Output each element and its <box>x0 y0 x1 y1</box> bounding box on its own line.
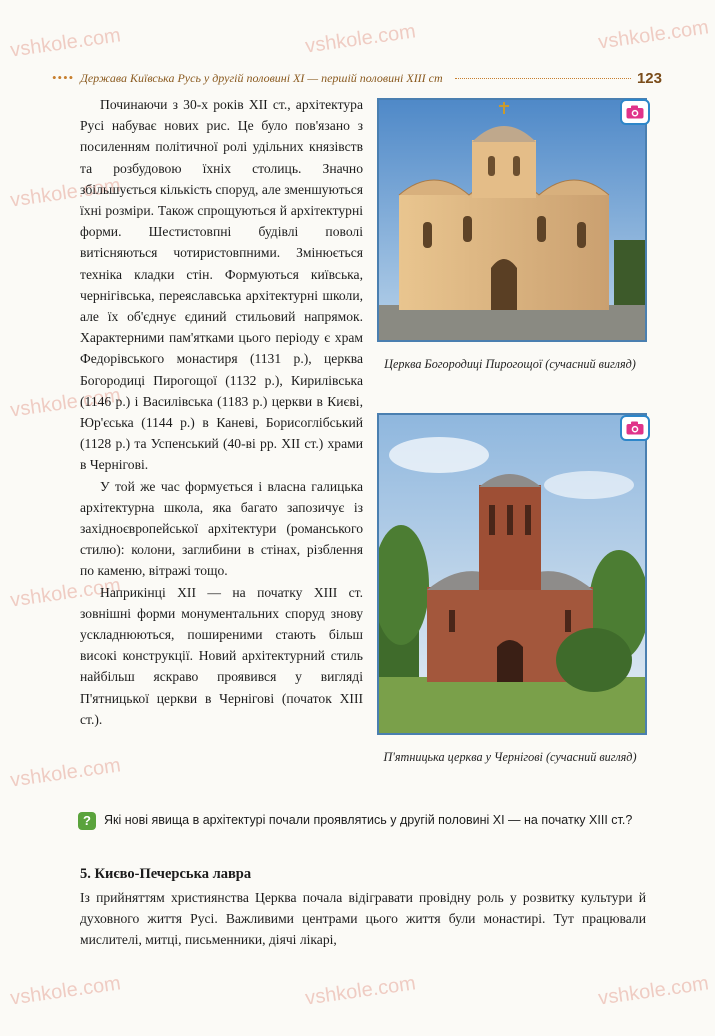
figure-caption: П'ятницька церква у Чернігові (сучасний вигляд) <box>383 750 637 764</box>
question-icon: ? <box>78 812 96 830</box>
section-text <box>80 887 646 951</box>
watermark: vshkole.com <box>8 174 123 212</box>
page-number: 123 <box>636 69 662 87</box>
header-rule <box>455 78 631 79</box>
paragraph: У той же час формується і власна галицька архітектурна школа, яка багато запозичує із західноєвропейської архітектури (романського стилю): колони, заглибини в стінах, різблення по каменю, вітражі тощо. <box>80 478 363 579</box>
review-question <box>78 812 678 830</box>
watermark: vshkole.com <box>303 972 418 1010</box>
photo-pyrohoshcha-church <box>377 98 647 342</box>
watermark: vshkole.com <box>8 384 123 422</box>
watermark: vshkole.com <box>596 972 711 1010</box>
paragraph: Наприкінці XII — на початку XIII ст. зовнішні форми монументальних споруд знову ускладнюються, поширеними стають більш високі конструкції. Новий архітектурний стиль найбільш яскраво проявився у вигляді П'ятницької церкви в Чернігові (початок XIII ст.). <box>80 584 363 727</box>
section-heading: 5. Києво-Печерська лавра <box>80 866 252 882</box>
paragraph: Із прийняттям християнства Церква почала відігравати провідну роль у розвитку культури й духовного життя Русі. Важливими центрами цього життя були монастирі. Тут працювали мислителі, митці, письменники, діячі лікарі, <box>80 890 646 948</box>
paragraph: Починаючи з 30-х років XII ст., архітектура Русі набуває нових рис. Це було пов'язано з посиленням політичної ролі удільних князівств та розбудовою їхніх столиць. Значно збільшується кількість споруд, але зменшуються їхні розміри. Також спрощуються й архітектурні форми. Шестистовпні будівлі поволі витісняються чотиристовпними. Змінюється техніка кладки стін. Формуються київська, чернігівська, переяславська архітектурні школи, але їх об'єднує єдиний стильовий напрямок. Характерними пам'ятками цього періоду є храм Федорівського монастиря (1131 р.), церква Богородиці Пирогощої (1132 р.), Кирилівська (1146 р.) і Василівська (1183 р.) церкви в Києві, Юр'єська (1144 р.) в Каневі, Борисоглібський (1128 р.) та Успенський (40-ві рр. XII ст.) храми в Чернігові. <box>80 97 363 473</box>
camera-icon[interactable] <box>620 99 650 125</box>
watermark: vshkole.com <box>596 16 711 54</box>
running-title: Держава Київська Русь у другій половині XI — першій половині XIII ст <box>80 70 443 85</box>
camera-icon[interactable] <box>620 415 650 441</box>
running-header <box>52 68 662 88</box>
figure-caption: Церква Богородиці Пирогощої (сучасний вигляд) <box>384 357 636 371</box>
watermark: vshkole.com <box>8 574 123 612</box>
photo-pyatnytska-church <box>377 413 647 735</box>
watermark: vshkole.com <box>8 972 123 1010</box>
question-text: Які нові явища в архітектурі почали проявлятись у другій половині XI — на початку XIII ст.? <box>104 813 633 827</box>
watermark: vshkole.com <box>303 20 418 58</box>
watermark: vshkole.com <box>8 24 123 62</box>
main-text-column <box>80 94 363 730</box>
watermark: vshkole.com <box>8 754 123 792</box>
header-ornament: •••• <box>52 70 75 85</box>
